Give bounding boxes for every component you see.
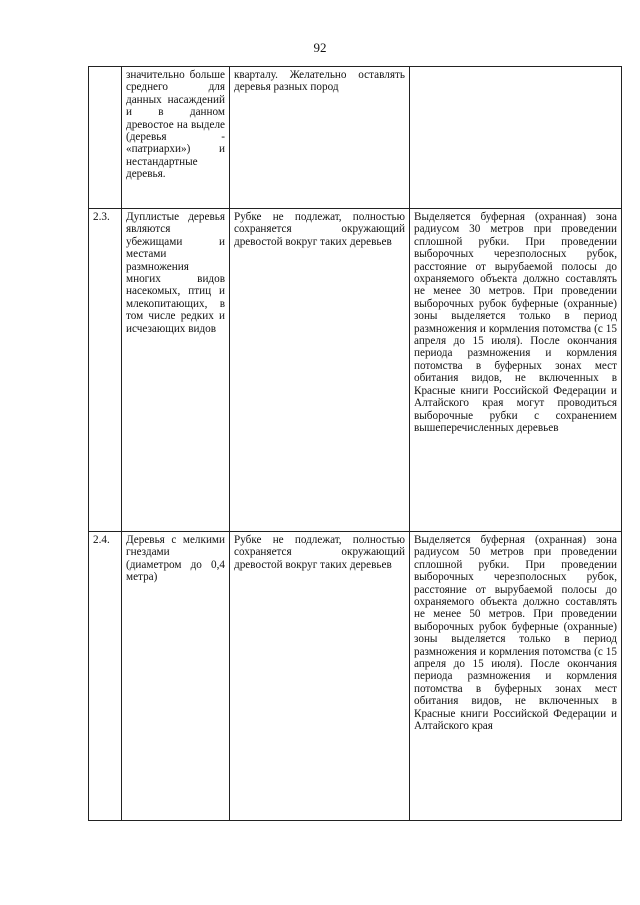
measures-cell xyxy=(410,532,622,821)
table-row xyxy=(89,209,622,532)
measures-text: Выделяется буферная (охранная) зона радиусом 50 метров при проведении сплошной рубки. При проведении выборочных черезполосных рубок, расстояние от вырубаемой полосы до охраняемого объекта должно составлять не менее 50 метров. При проведении выборочных рубок буферные (охранные) зоны выделяется только в период размножения и кормления потомства (с 15 апреля до 15 июля). После окончания периода размножения и кормления потомства в буферных зонах мест обитания видов, не включенных в Красные книги Российской Федерации и Алтайского края xyxy=(414,534,617,733)
row-number: 2.4. xyxy=(93,534,110,546)
measures-cell xyxy=(410,209,622,532)
measures-text: Выделяется буферная (охранная) зона радиусом 30 метров при проведении сплошной рубки. При проведении выборочных черезполосных рубок, расстояние от вырубаемой полосы до охраняемого объекта должно составлять не менее 30 метров. При проведении выборочных рубок буферные (охранные) зоны выделяется только в период размножения и кормления потомства (с 15 апреля до 15 июля). После окончания периода размножения и кормления потомства в буферных зонах мест обитания видов, не включенных в Красные книги Российской Федерации и Алтайского края могут проводиться выборочные рубки с сохранением вышеперечисленных деревьев xyxy=(414,211,617,434)
table-row xyxy=(89,532,622,821)
document-table xyxy=(88,66,622,821)
object-name: Дуплистые деревья являются убежищами и местами размножения многих видов насекомых, птиц и млекопитающих, в том числе редких и исчезающих видов xyxy=(126,211,225,335)
row-number-cell xyxy=(89,67,122,209)
object-name: Деревья с мелкими гнездами (диаметром до 0,4 метра) xyxy=(126,534,225,584)
object-name-cell xyxy=(122,532,230,821)
rule-text: Рубке не подлежат, полностью сохраняется окружающий древостой вокруг таких деревьев xyxy=(234,211,405,248)
rule-text: Рубке не подлежат, полностью сохраняется окружающий древостой вокруг таких деревьев xyxy=(234,534,405,571)
rule-cell xyxy=(230,532,410,821)
measures-cell xyxy=(410,67,622,209)
row-number-cell xyxy=(89,532,122,821)
table-row xyxy=(89,67,622,209)
rule-text: кварталу. Желательно оставлять деревья разных пород xyxy=(234,69,405,94)
rule-cell xyxy=(230,67,410,209)
object-name: значительно больше среднего для данных насаждений и в данном древостое на выделе (деревья - «патриархи») и нестандартные деревья. xyxy=(126,69,225,181)
row-number-cell xyxy=(89,209,122,532)
object-name-cell xyxy=(122,67,230,209)
object-name-cell xyxy=(122,209,230,532)
page-number: 92 xyxy=(313,40,327,55)
row-number: 2.3. xyxy=(93,211,110,223)
rule-cell xyxy=(230,209,410,532)
